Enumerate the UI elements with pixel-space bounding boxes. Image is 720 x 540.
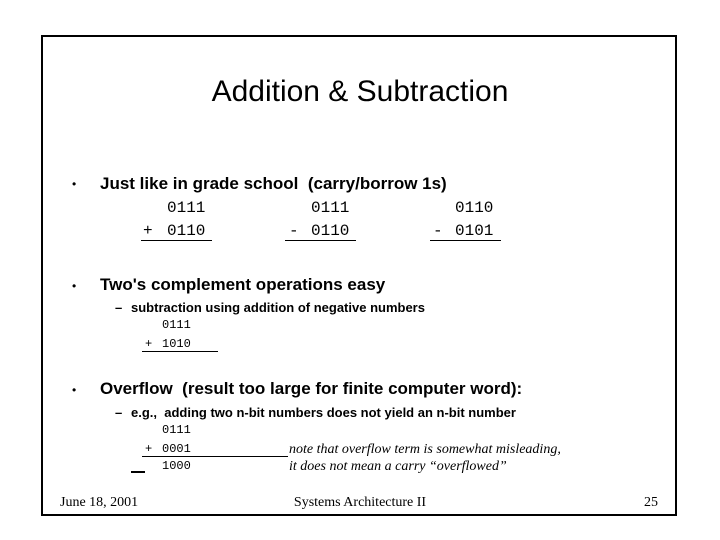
sub-bullet-overflow-example: e.g., adding two n-bit numbers does not yield an n-bit number — [131, 405, 516, 420]
example-1-op: + — [143, 222, 153, 240]
bullet-overflow: Overflow (result too large for finite computer word): — [100, 379, 523, 398]
overflow-example-bottom: 0001 — [162, 442, 191, 456]
footer-page-number: 25 — [644, 495, 658, 510]
bullet-grade-school: Just like in grade school (carry/borrow 1s) — [100, 174, 447, 193]
bullet-marker: • — [72, 177, 77, 191]
overflow-example-top: 0111 — [162, 423, 191, 437]
footer-course: Systems Architecture II — [293, 495, 427, 510]
slide-title: Addition & Subtraction — [211, 75, 509, 108]
twos-example-sum-line — [142, 351, 218, 352]
bullet-twos-complement: Two's complement operations easy — [100, 275, 386, 294]
overflow-example-op: + — [145, 442, 153, 456]
example-1-sum-line — [141, 240, 212, 241]
overflow-carry-mark — [131, 471, 145, 473]
sub-bullet-subtraction: subtraction using addition of negative numbers — [131, 300, 425, 315]
bullet-marker: • — [72, 383, 77, 397]
example-2-bottom: 0110 — [311, 222, 350, 240]
overflow-note-line-1: note that overflow term is somewhat misleading, — [289, 442, 561, 457]
twos-example-bottom: 1010 — [162, 337, 191, 351]
twos-example-op: + — [145, 337, 153, 351]
example-2-op: - — [289, 222, 299, 240]
example-2-sum-line — [285, 240, 356, 241]
sub-bullet-marker: – — [115, 405, 123, 420]
overflow-example-result: 1000 — [162, 459, 191, 473]
example-1-bottom: 0110 — [167, 222, 206, 240]
twos-example-top: 0111 — [162, 318, 191, 332]
sub-bullet-marker: – — [115, 300, 123, 315]
bullet-marker: • — [72, 279, 77, 293]
overflow-note-line-2: it does not mean a carry “overflowed” — [289, 459, 507, 474]
example-3-bottom: 0101 — [455, 222, 494, 240]
overflow-example-sum-line — [142, 456, 288, 457]
example-1-top: 0111 — [167, 199, 206, 217]
example-3-sum-line — [430, 240, 501, 241]
example-2-top: 0111 — [311, 199, 350, 217]
example-3-top: 0110 — [455, 199, 494, 217]
example-3-op: - — [433, 222, 443, 240]
footer-date: June 18, 2001 — [60, 495, 139, 510]
